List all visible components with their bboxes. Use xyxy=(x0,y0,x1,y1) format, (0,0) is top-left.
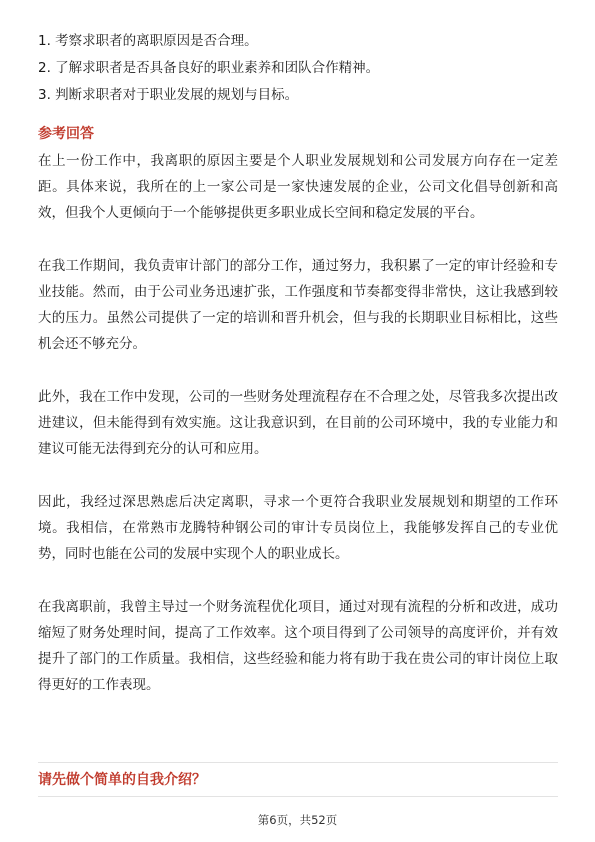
section-divider xyxy=(38,796,558,797)
next-question-heading: 请先做个简单的自我介绍？ xyxy=(38,772,206,788)
answer-body xyxy=(38,148,558,725)
answer-paragraph: 因此，我经过深思熟虑后决定离职，寻求一个更符合我职业发展规划和期望的工作环境。我相信，在常熟市龙腾特种钢公司的审计专员岗位上，我能够发挥自己的专业优势，同时也能在公司的发展中实现个人的职业成长。 xyxy=(38,494,558,562)
page-number-footer: 第6页，共52页 xyxy=(257,813,338,827)
answer-paragraph: 在上一份工作中，我离职的原因主要是个人职业发展规划和公司发展方向存在一定差距。具体来说，我所在的上一家公司是一家快速发展的企业，公司文化倡导创新和高效，但我个人更倾向于一个能够提供更多职业成长空间和稳定发展的平台。 xyxy=(38,153,558,221)
answer-heading: 参考回答 xyxy=(38,126,94,142)
criteria-item: 1. 考察求职者的离职原因是否合理。 xyxy=(38,33,258,49)
answer-paragraph: 此外，我在工作中发现，公司的一些财务处理流程存在不合理之处，尽管我多次提出改进建议，但未能得到有效实施。这让我意识到，在目前的公司环境中，我的专业能力和建议可能无法得到充分的认可和应用。 xyxy=(38,389,558,457)
evaluation-criteria-list xyxy=(38,28,558,109)
criteria-item: 3. 判断求职者对于职业发展的规划与目标。 xyxy=(38,87,299,103)
answer-paragraph: 在我离职前，我曾主导过一个财务流程优化项目，通过对现有流程的分析和改进，成功缩短了财务处理时间，提高了工作效率。这个项目得到了公司领导的高度评价，并有效提升了部门的工作质量。我相信，这些经验和能力将有助于我在贵公司的审计岗位上取得更好的工作表现。 xyxy=(38,599,558,693)
section-divider xyxy=(38,762,558,763)
answer-paragraph: 在我工作期间，我负责审计部门的部分工作，通过努力，我积累了一定的审计经验和专业技能。然而，由于公司业务迅速扩张，工作强度和节奏都变得非常快，这让我感到较大的压力。虽然公司提供了一定的培训和晋升机会，但与我的长期职业目标相比，这些机会还不够充分。 xyxy=(38,258,558,352)
criteria-item: 2. 了解求职者是否具备良好的职业素养和团队合作精神。 xyxy=(38,60,380,76)
